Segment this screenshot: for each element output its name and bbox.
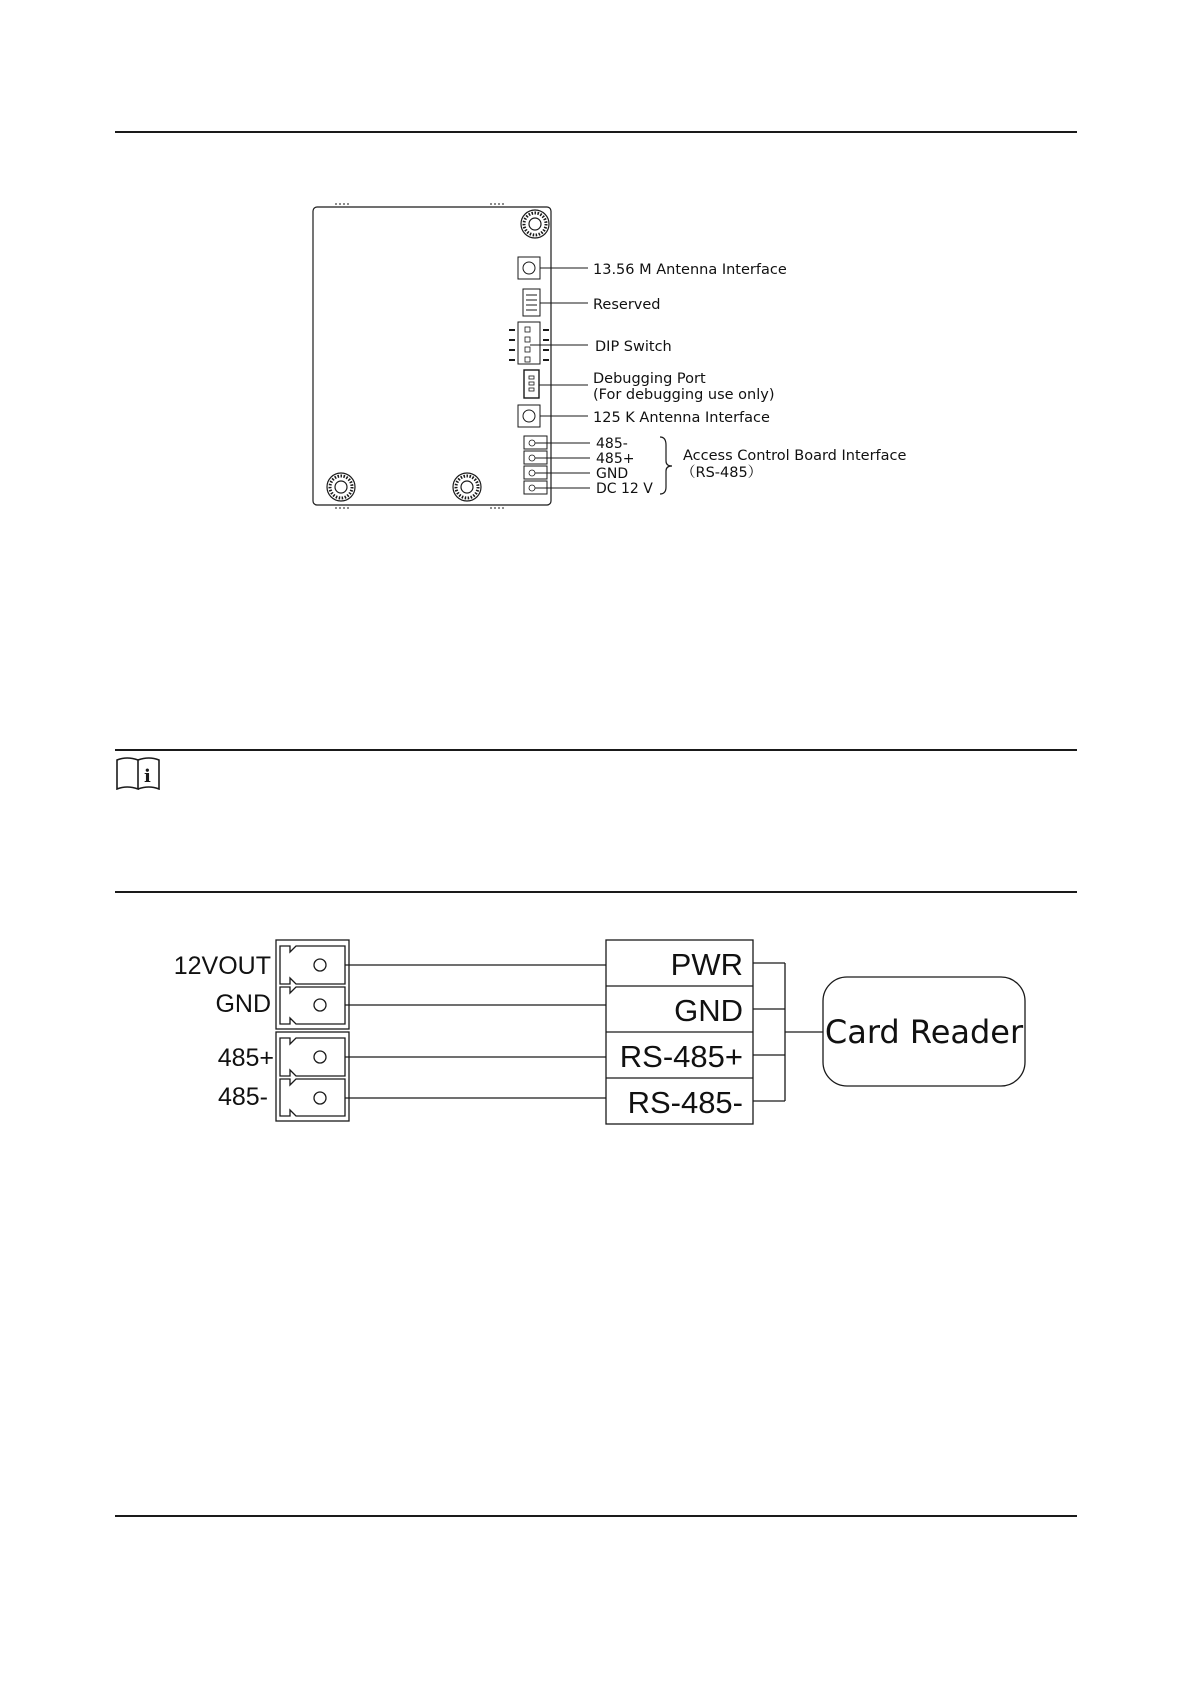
reader-terminal-label: RS-485+ [619,1039,743,1074]
left-terminal-label: GND [215,990,271,1018]
antenna-1356-label: 13.56 M Antenna Interface [593,262,787,278]
pin-label: 485+ [596,451,635,467]
pin-label: DC 12 V [596,481,653,497]
screw-terminal [280,987,345,1024]
screw-terminal [280,1038,345,1076]
debug-port-note: (For debugging use only) [593,387,775,403]
card-reader-label: Card Reader [824,1013,1024,1051]
reserved-label: Reserved [593,297,661,313]
reader-terminal-label: RS-485- [627,1085,743,1120]
screw-terminal [280,1079,345,1116]
dip-switch-label: DIP Switch [595,339,672,355]
screw-terminal [280,946,345,984]
debug-port-label: Debugging Port [593,371,706,387]
interface-label: Access Control Board Interface [683,448,907,464]
antenna-125k-label: 125 K Antenna Interface [593,410,770,426]
left-terminal-label: 485+ [217,1044,274,1072]
pin-label: 485- [596,436,628,452]
reader-terminal-label: GND [674,993,743,1028]
left-terminal-label: 485- [217,1083,268,1111]
svg-text:i: i [144,766,151,787]
pin-label: GND [596,466,629,482]
left-terminal-label: 12VOUT [173,952,271,980]
reader-terminal-label: PWR [670,947,743,982]
interface-sublabel: （RS-485） [681,465,763,481]
